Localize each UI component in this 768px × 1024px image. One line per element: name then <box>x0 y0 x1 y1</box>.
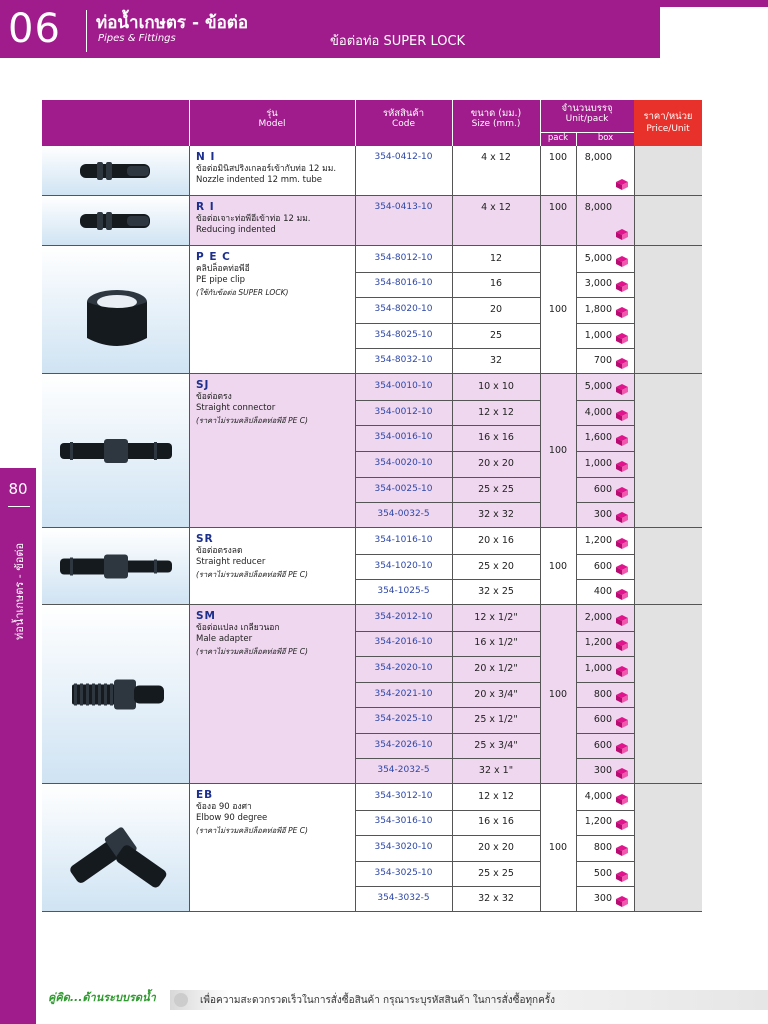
description-thai: ข้อต่อแปลง เกลียวนอก <box>196 622 280 633</box>
row-divider <box>576 656 634 657</box>
product-size: 20 <box>489 304 503 315</box>
description-english: Elbow 90 degree <box>196 813 268 823</box>
product-description <box>196 380 356 426</box>
product-group <box>42 146 702 196</box>
product-code: 354-2020-10 <box>374 662 433 673</box>
row-divider <box>355 707 540 708</box>
box-quantity: 8,000 <box>584 202 612 213</box>
description-english: Male adapter <box>196 634 253 644</box>
product-group <box>42 374 702 528</box>
box-icon <box>615 663 629 676</box>
table-header <box>42 100 702 146</box>
product-code: 354-2016-10 <box>374 637 433 648</box>
footer-notice: เพื่อความสะดวกรวดเร็วในการสั่งซื้อสินค้า กรุณาระบุรหัสสินค้า ในการสั่งซื้อทุกครั้ง <box>200 995 556 1006</box>
price-cell <box>634 528 702 605</box>
product-code: 354-8032-10 <box>374 355 433 366</box>
column-divider <box>576 196 577 246</box>
row-divider <box>576 579 634 580</box>
box-quantity: 400 <box>593 586 612 598</box>
row-divider <box>355 297 540 298</box>
box-icon <box>615 561 629 574</box>
product-image <box>42 528 189 605</box>
column-divider <box>189 528 190 605</box>
box-quantity: 3,000 <box>584 278 612 290</box>
product-size: 20 x 20 <box>478 842 514 853</box>
box-icon <box>615 253 629 266</box>
header-box: box <box>576 133 634 146</box>
product-size: 10 x 10 <box>478 380 514 392</box>
box-icon <box>615 893 629 906</box>
description-thai: ข้อต่อตรง <box>196 391 232 402</box>
box-icon <box>615 816 629 829</box>
product-code: 354-2025-10 <box>374 714 433 725</box>
box-quantity: 1,000 <box>584 329 612 341</box>
pack-quantity: 100 <box>548 445 568 456</box>
description-english: Reducing indented <box>196 225 276 235</box>
product-image <box>42 246 189 374</box>
product-size: 16 <box>489 278 503 290</box>
box-quantity: 2,000 <box>584 611 612 623</box>
box-quantity: 4,000 <box>584 790 612 802</box>
box-icon <box>615 226 629 239</box>
price-cell <box>634 374 702 528</box>
row-divider <box>576 554 634 555</box>
model-name: P E C <box>196 251 231 263</box>
box-quantity: 5,000 <box>584 252 612 264</box>
column-divider <box>540 246 541 374</box>
row-divider <box>576 861 634 862</box>
box-icon <box>615 586 629 599</box>
column-divider <box>452 146 453 196</box>
product-code: 354-2012-10 <box>374 611 433 622</box>
product-group <box>42 605 702 784</box>
box-quantity: 1,000 <box>584 457 612 469</box>
column-divider <box>189 784 190 912</box>
column-divider <box>452 196 453 246</box>
row-divider <box>355 886 540 887</box>
box-quantity: 1,200 <box>584 534 612 546</box>
product-code: 354-0025-10 <box>374 483 433 494</box>
row-divider <box>355 631 540 632</box>
box-quantity: 500 <box>593 867 612 879</box>
model-name: SM <box>196 610 217 622</box>
row-divider <box>355 810 540 811</box>
description-note: (ราคาไม่รวมคลิปล็อคท่อพีอี PE C) <box>196 825 308 835</box>
pack-quantity: 100 <box>548 152 568 163</box>
column-divider <box>634 528 635 605</box>
column-divider <box>540 528 541 605</box>
box-icon <box>615 765 629 778</box>
product-code: 354-8012-10 <box>374 252 433 263</box>
product-size: 20 x 3/4" <box>474 688 518 700</box>
chapter-title: ท่อน้ำเกษตร - ข้อต่อ <box>96 13 249 33</box>
product-group <box>42 528 702 605</box>
product-size: 25 x 20 <box>478 560 514 572</box>
product-description <box>196 534 356 580</box>
product-code: 354-8020-10 <box>374 304 433 314</box>
column-divider <box>576 784 577 912</box>
product-code: 354-3012-10 <box>374 790 433 801</box>
description-note: (ใช้กับข้อต่อ SUPER LOCK) <box>196 287 289 297</box>
side-tab-label: ท่อน้ำเกษตร - ข้อต่อ <box>13 542 26 640</box>
footer-logo: คู่คิด...ด้านระบบรดน้ำ <box>48 991 156 1004</box>
header-sep <box>189 100 190 146</box>
row-divider <box>576 451 634 452</box>
product-size: 25 x 1/2" <box>474 714 518 726</box>
header-model: รุ่น Model <box>258 108 286 129</box>
description-thai: ข้อต่อตรงลด <box>196 545 243 556</box>
product-size: 16 x 16 <box>478 816 514 828</box>
box-icon <box>615 330 629 343</box>
page-number: 80 <box>8 480 28 498</box>
row-divider <box>355 425 540 426</box>
column-divider <box>189 146 190 196</box>
row-divider <box>576 425 634 426</box>
product-size: 12 x 12 <box>478 406 514 418</box>
row-divider <box>576 810 634 811</box>
row-divider <box>355 861 540 862</box>
header-sep <box>355 100 356 146</box>
header-top-rule <box>0 0 768 7</box>
price-cell <box>634 196 702 246</box>
product-description <box>196 202 356 237</box>
row-divider <box>576 707 634 708</box>
column-divider <box>452 605 453 784</box>
description-note: (ราคาไม่รวมคลิปล็อคท่อพีอี PE C) <box>196 646 308 656</box>
box-quantity: 600 <box>593 560 612 572</box>
product-description <box>196 790 356 836</box>
description-thai: คลิปล็อคท่อพีอี <box>196 263 250 274</box>
column-divider <box>189 196 190 246</box>
product-size: 25 x 3/4" <box>474 739 518 751</box>
row-divider <box>355 477 540 478</box>
product-code: 354-8025-10 <box>374 329 433 340</box>
column-divider <box>189 374 190 528</box>
product-size: 32 x 1" <box>478 765 514 777</box>
row-divider <box>355 835 540 836</box>
row-divider <box>576 502 634 503</box>
row-divider <box>355 656 540 657</box>
header-price: ราคา/หน่วย Price/Unit <box>634 100 702 146</box>
product-size: 12 x 1/2" <box>474 611 518 623</box>
product-code: 354-1025-5 <box>377 586 430 597</box>
box-quantity: 1,600 <box>584 432 612 444</box>
column-divider <box>355 246 356 374</box>
pack-quantity: 100 <box>548 202 568 213</box>
column-divider <box>634 784 635 912</box>
product-image <box>42 196 189 246</box>
model-name: EB <box>196 789 214 801</box>
column-divider <box>189 246 190 374</box>
box-quantity: 600 <box>593 739 612 751</box>
box-quantity: 5,000 <box>584 380 612 392</box>
row-divider <box>576 477 634 478</box>
box-quantity: 1,800 <box>584 304 612 315</box>
product-size: 32 x 25 <box>478 586 514 598</box>
pack-quantity: 100 <box>548 560 568 572</box>
row-divider <box>355 502 540 503</box>
pack-quantity: 100 <box>548 688 568 700</box>
product-size: 4 x 12 <box>481 202 511 213</box>
group-divider <box>42 911 702 912</box>
product-code: 354-8016-10 <box>374 278 433 289</box>
column-divider <box>355 605 356 784</box>
product-code: 354-0012-10 <box>374 406 433 417</box>
box-icon <box>615 535 629 548</box>
product-code: 354-0413-10 <box>374 202 433 212</box>
price-cell <box>634 146 702 196</box>
box-icon <box>615 432 629 445</box>
product-description <box>196 611 356 657</box>
box-icon <box>615 278 629 291</box>
product-size: 12 x 12 <box>478 790 514 802</box>
column-divider <box>540 196 541 246</box>
box-icon <box>615 842 629 855</box>
column-divider <box>452 246 453 374</box>
box-quantity: 700 <box>593 355 612 367</box>
model-name: R I <box>196 201 215 213</box>
description-english: PE pipe clip <box>196 275 246 285</box>
header-divider <box>86 10 87 52</box>
description-english: Nozzle indented 12 mm. tube <box>196 175 323 185</box>
column-divider <box>452 784 453 912</box>
column-divider <box>634 246 635 374</box>
column-divider <box>634 146 635 196</box>
product-group <box>42 196 702 246</box>
box-icon <box>615 304 629 317</box>
pack-quantity: 100 <box>548 842 568 853</box>
price-cell <box>634 605 702 784</box>
row-divider <box>355 733 540 734</box>
box-icon <box>615 868 629 881</box>
box-icon <box>615 612 629 625</box>
description-thai: ข้อต่อมินิสปริงเกลอร์เข้ากับท่อ 12 มม. <box>196 163 337 174</box>
row-divider <box>355 348 540 349</box>
box-quantity: 300 <box>593 765 612 777</box>
header-unit: จำนวนบรรจุ Unit/pack <box>561 103 613 124</box>
box-quantity: 1,200 <box>584 637 612 649</box>
product-code: 354-3025-10 <box>374 867 433 878</box>
row-divider <box>355 451 540 452</box>
product-size: 20 x 20 <box>478 457 514 469</box>
box-quantity: 1,200 <box>584 816 612 828</box>
model-name: SR <box>196 533 214 545</box>
box-quantity: 800 <box>593 842 612 853</box>
product-size: 32 x 32 <box>478 509 514 521</box>
header-sep <box>540 100 541 146</box>
box-quantity: 600 <box>593 714 612 726</box>
model-name: N I <box>196 151 216 163</box>
column-divider <box>634 605 635 784</box>
product-code: 354-0032-5 <box>377 509 430 520</box>
row-divider <box>576 400 634 401</box>
description-thai: ข้องอ 90 องศา <box>196 801 252 812</box>
side-divider <box>8 506 30 507</box>
column-divider <box>634 374 635 528</box>
box-quantity: 300 <box>593 893 612 905</box>
product-code: 354-0010-10 <box>374 380 433 391</box>
product-group <box>42 246 702 374</box>
row-divider <box>355 554 540 555</box>
row-divider <box>355 758 540 759</box>
product-size: 25 x 25 <box>478 483 514 495</box>
column-divider <box>576 374 577 528</box>
box-quantity: 300 <box>593 509 612 521</box>
product-code: 354-1020-10 <box>374 560 433 571</box>
row-divider <box>576 631 634 632</box>
row-divider <box>576 297 634 298</box>
box-icon <box>615 355 629 368</box>
product-size: 16 x 1/2" <box>474 637 518 649</box>
column-divider <box>540 784 541 912</box>
box-icon <box>615 637 629 650</box>
product-size: 20 x 1/2" <box>474 662 518 674</box>
column-divider <box>355 528 356 605</box>
column-divider <box>355 146 356 196</box>
row-divider <box>355 272 540 273</box>
pack-quantity: 100 <box>548 304 568 315</box>
product-size: 32 <box>489 355 503 367</box>
product-size: 20 x 16 <box>478 534 514 546</box>
product-description <box>196 252 356 298</box>
row-divider <box>576 323 634 324</box>
product-code: 354-3020-10 <box>374 842 433 852</box>
column-divider <box>355 374 356 528</box>
chapter-subtitle: Pipes & Fittings <box>98 33 176 44</box>
box-quantity: 8,000 <box>584 152 612 163</box>
product-code: 354-0412-10 <box>374 152 433 162</box>
column-divider <box>540 605 541 784</box>
footer-bullet-icon <box>174 993 188 1007</box>
section-title: ข้อต่อท่อ SUPER LOCK <box>330 34 466 49</box>
row-divider <box>355 323 540 324</box>
box-icon <box>615 740 629 753</box>
row-divider <box>576 886 634 887</box>
row-divider <box>576 348 634 349</box>
chapter-number: 06 <box>8 6 61 52</box>
box-quantity: 600 <box>593 483 612 495</box>
product-image <box>42 146 189 196</box>
box-quantity: 4,000 <box>584 406 612 418</box>
product-size: 25 <box>489 329 503 341</box>
page-header <box>0 0 768 60</box>
description-english: Straight reducer <box>196 557 266 567</box>
product-size: 25 x 25 <box>478 867 514 879</box>
column-divider <box>576 528 577 605</box>
header-right-blank <box>660 7 768 58</box>
product-code: 354-1016-10 <box>374 534 433 545</box>
box-quantity: 800 <box>593 688 612 700</box>
box-icon <box>615 407 629 420</box>
header-size: ขนาด (มม.) Size (mm.) <box>470 108 522 129</box>
row-divider <box>355 579 540 580</box>
column-divider <box>452 374 453 528</box>
row-divider <box>576 758 634 759</box>
column-divider <box>540 146 541 196</box>
product-code: 354-2032-5 <box>377 765 430 776</box>
product-size: 4 x 12 <box>481 152 511 163</box>
product-size: 32 x 32 <box>478 893 514 905</box>
model-name: SJ <box>196 379 210 391</box>
header-code: รหัสสินค้า Code <box>382 108 425 129</box>
price-cell <box>634 784 702 912</box>
column-divider <box>355 196 356 246</box>
column-divider <box>189 605 190 784</box>
price-cell <box>634 246 702 374</box>
column-divider <box>634 196 635 246</box>
product-image <box>42 374 189 528</box>
box-icon <box>615 714 629 727</box>
box-icon <box>615 176 629 189</box>
row-divider <box>576 272 634 273</box>
product-code: 354-2021-10 <box>374 688 433 699</box>
row-divider <box>576 733 634 734</box>
product-image <box>42 605 189 784</box>
box-icon <box>615 509 629 522</box>
box-icon <box>615 689 629 702</box>
description-thai: ข้อต่อเจาะท่อพีอีเข้าท่อ 12 มม. <box>196 213 311 224</box>
row-divider <box>576 682 634 683</box>
box-icon <box>615 381 629 394</box>
box-quantity: 1,000 <box>584 662 612 674</box>
header-sep <box>452 100 453 146</box>
column-divider <box>540 374 541 528</box>
row-divider <box>355 400 540 401</box>
box-icon <box>615 484 629 497</box>
product-code: 354-0016-10 <box>374 432 433 443</box>
box-icon <box>615 791 629 804</box>
column-divider <box>576 605 577 784</box>
product-size: 16 x 16 <box>478 432 514 444</box>
product-code: 354-3032-5 <box>377 893 430 904</box>
box-icon <box>615 458 629 471</box>
product-description <box>196 152 356 187</box>
header-pack: pack <box>547 133 569 143</box>
row-divider <box>355 682 540 683</box>
description-note: (ราคาไม่รวมคลิปล็อคท่อพีอี PE C) <box>196 569 308 579</box>
product-image <box>42 784 189 912</box>
product-group <box>42 784 702 912</box>
product-size: 12 <box>489 252 503 264</box>
column-divider <box>576 246 577 374</box>
column-divider <box>576 146 577 196</box>
product-code: 354-0020-10 <box>374 457 433 468</box>
description-english: Straight connector <box>196 403 276 413</box>
product-code: 354-2026-10 <box>374 739 433 750</box>
product-code: 354-3016-10 <box>374 816 433 827</box>
column-divider <box>452 528 453 605</box>
row-divider <box>576 835 634 836</box>
column-divider <box>355 784 356 912</box>
description-note: (ราคาไม่รวมคลิปล็อคท่อพีอี PE C) <box>196 415 308 425</box>
